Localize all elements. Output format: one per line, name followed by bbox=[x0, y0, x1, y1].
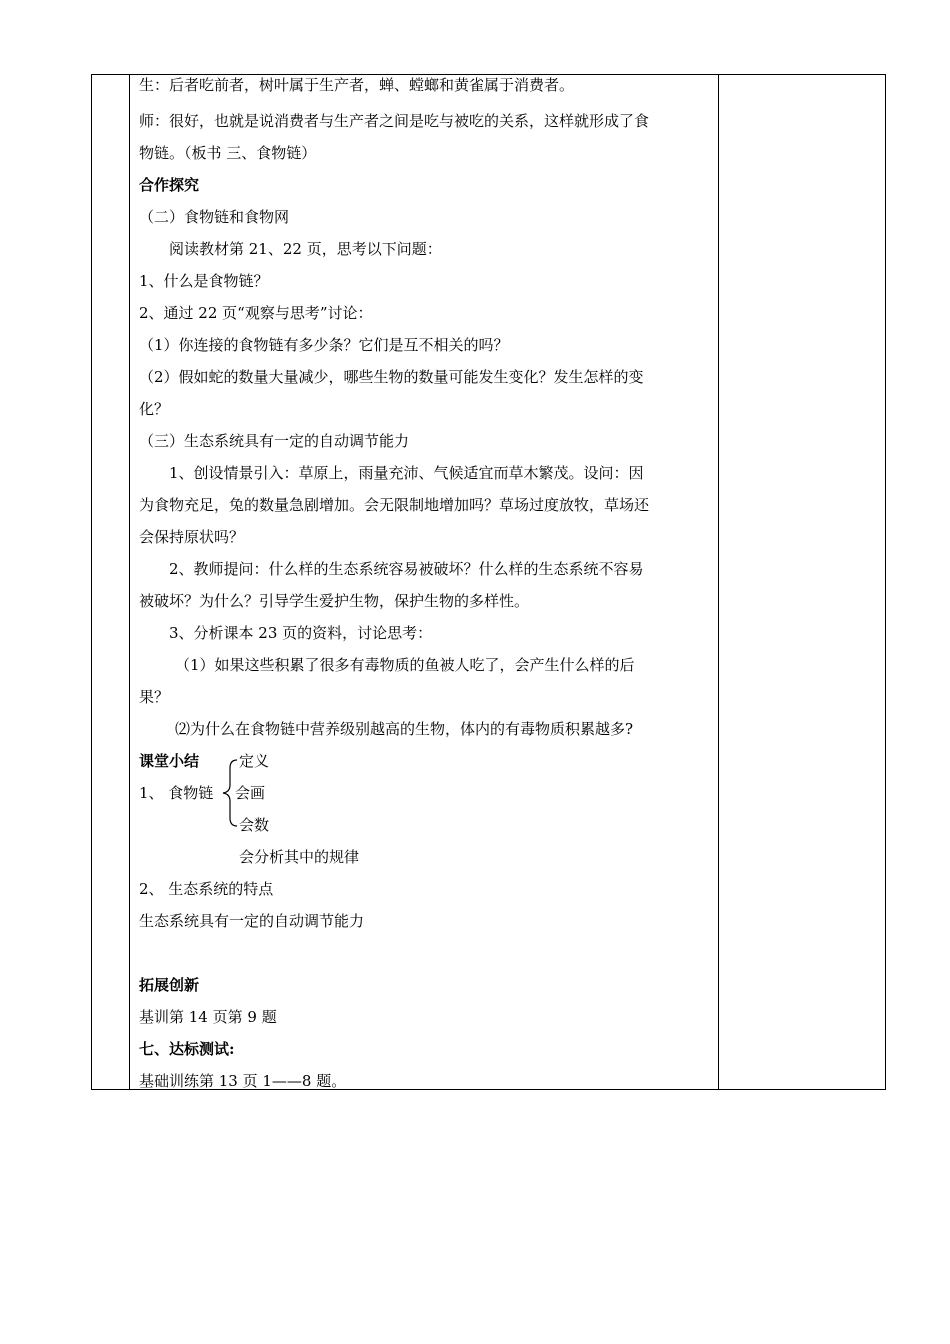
text-line: 生：后者吃前者，树叶属于生产者，蝉、螳螂和黄雀属于消费者。 bbox=[139, 76, 575, 94]
class-summary bbox=[139, 745, 714, 873]
text-line: （1）你连接的食物链有多少条？它们是互不相关的吗？ bbox=[139, 336, 509, 354]
text-line: 会保持原状吗？ bbox=[139, 528, 245, 546]
blank-line bbox=[139, 937, 714, 969]
heading-text: 合作探究 bbox=[139, 176, 200, 194]
text-line: 生态系统具有一定的自动调节能力 bbox=[139, 912, 365, 930]
text-line: 物链。（板书 三、食物链） bbox=[139, 144, 317, 162]
text-line: 师：很好，也就是说消费者与生产者之间是吃与被吃的关系，这样就形成了食 bbox=[139, 112, 650, 130]
text-line: 2、通过 22 页“观察与思考”讨论： bbox=[139, 304, 373, 322]
text-line: 被破坏？为什么？引导学生爱护生物，保护生物的多样性。 bbox=[139, 592, 530, 610]
heading-text: 拓展创新 bbox=[139, 976, 200, 994]
brace-item: 会分析其中的规律 bbox=[239, 848, 360, 866]
text-line: 1、创设情景引入：草原上，雨量充沛、气候适宜而草木繁茂。设问：因 bbox=[169, 464, 644, 482]
text-line: 3、分析课本 23 页的资料，讨论思考： bbox=[169, 624, 433, 642]
text-line: 为食物充足，兔的数量急剧增加。会无限制地增加吗？草场过度放牧，草场还 bbox=[139, 496, 650, 514]
text-line: 2、 生态系统的特点 bbox=[139, 880, 274, 898]
text-line: 阅读教材第 21、22 页，思考以下问题： bbox=[169, 240, 442, 258]
text-line: （1）如果这些积累了很多有毒物质的鱼被人吃了，会产生什么样的后 bbox=[175, 656, 635, 674]
text-line: 果？ bbox=[139, 688, 170, 706]
section-heading bbox=[139, 169, 714, 201]
brace-item: 会数 bbox=[239, 816, 270, 834]
section-heading bbox=[139, 1033, 714, 1065]
text-line: 2、教师提问：什么样的生态系统容易被破坏？什么样的生态系统不容易 bbox=[169, 560, 644, 578]
brace-item: 定义 bbox=[239, 752, 270, 770]
text-line: 基础训练第 13 页 1——8 题。 bbox=[139, 1072, 347, 1090]
table-divider-left bbox=[129, 75, 130, 1089]
text-line: 1、什么是食物链？ bbox=[139, 272, 269, 290]
text-line: 化？ bbox=[139, 400, 170, 418]
text-line: （二）食物链和食物网 bbox=[139, 208, 290, 226]
table-divider-right bbox=[718, 75, 719, 1089]
text-line: （三）生态系统具有一定的自动调节能力 bbox=[139, 432, 410, 450]
section-heading bbox=[139, 969, 714, 1001]
heading-text: 七、达标测试: bbox=[139, 1040, 235, 1058]
text-line: 基训第 14 页第 9 题 bbox=[139, 1008, 277, 1026]
summary-item-food-chain: 1、 食物链 bbox=[139, 784, 214, 802]
text-line: ⑵为什么在食物链中营养级别越高的生物，体内的有毒物质积累越多? bbox=[175, 720, 634, 738]
text-line: （2）假如蛇的数量大量减少，哪些生物的数量可能发生变化？发生怎样的变 bbox=[139, 368, 644, 386]
brace-item: 会画 bbox=[235, 784, 266, 802]
summary-heading: 课堂小结 bbox=[139, 752, 200, 770]
lesson-content bbox=[139, 74, 714, 1097]
